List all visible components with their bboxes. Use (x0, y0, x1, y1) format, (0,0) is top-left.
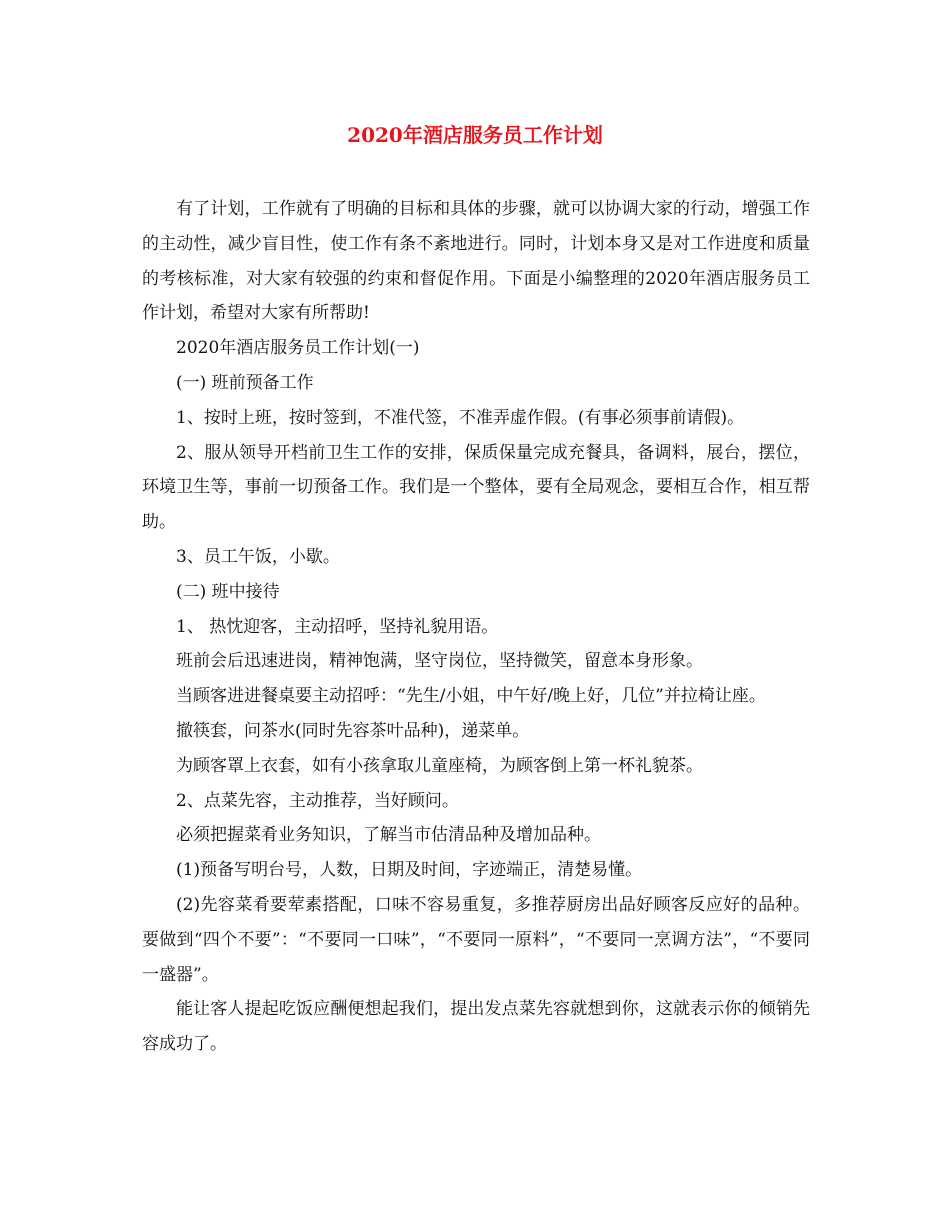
paragraph: 为顾客罩上衣套，如有小孩拿取儿童座椅，为顾客倒上第一杯礼貌茶。 (176, 755, 703, 776)
paragraph-section-1-heading: (一) 班前预备工作 (176, 372, 314, 393)
paragraph: 3、员工午饭，小歇。 (176, 546, 340, 567)
paragraph: 撤筷套，问茶水(同时先容茶叶品种)，递菜单。 (176, 720, 530, 741)
paragraph: (2)先容菜肴要荤素搭配，口味不容易重复，多推荐厨房出品好顾客反应好的品种。要做到“四个不要”：“不要同一口味”，“不要同一原料”，“不要同一烹调方法”，“不要同一盛器”。 (142, 894, 810, 985)
paragraph-plan-heading: 2020年酒店服务员工作计划(一) (176, 338, 420, 359)
paragraph: (1)预备写明台号，人数，日期及时间，字迹端正，清楚易懂。 (176, 860, 643, 881)
paragraph: 2、点菜先容，主动推荐，当好顾问。 (176, 790, 459, 811)
paragraph: 2、服从领导开档前卫生工作的安排，保质保量完成充餐具，备调料，展台，摆位，环境卫生等，事前一切预备工作。我们是一个整体，要有全局观念，要相互合作，相互帮助。 (142, 442, 810, 533)
paragraph: 能让客人提起吃饭应酬便想起我们，提出发点菜先容就想到你，这就表示你的倾销先容成功了。 (142, 999, 810, 1055)
paragraph-intro: 有了计划，工作就有了明确的目标和具体的步骤，就可以协调大家的行动，增强工作的主动性，减少盲目性，使工作有条不紊地进行。同时，计划本身又是对工作进度和质量的考核标准，对大家有较强的约束和督促作用。下面是小编整理的2020年酒店服务员工作计划，希望对大家有所帮助! (142, 199, 810, 324)
paragraph: 必须把握菜肴业务知识，了解当市估清品种及增加品种。 (176, 825, 601, 846)
paragraph-section-2-heading: (二) 班中接待 (176, 581, 280, 602)
paragraph: 1、 热忱迎客，主动招呼，坚持礼貌用语。 (176, 616, 499, 637)
document-body (142, 192, 810, 1062)
document-title: 2020年酒店服务员工作计划 (347, 123, 603, 147)
paragraph: 当顾客进进餐桌要主动招呼：“先生/小姐，中午好/晚上好，几位”并拉椅让座。 (176, 686, 766, 707)
paragraph: 1、按时上班，按时签到，不准代签，不准弄虚作假。(有事必须事前请假)。 (176, 407, 745, 428)
paragraph: 班前会后迅速进岗，精神饱满，坚守岗位，坚持微笑，留意本身形象。 (176, 651, 703, 672)
